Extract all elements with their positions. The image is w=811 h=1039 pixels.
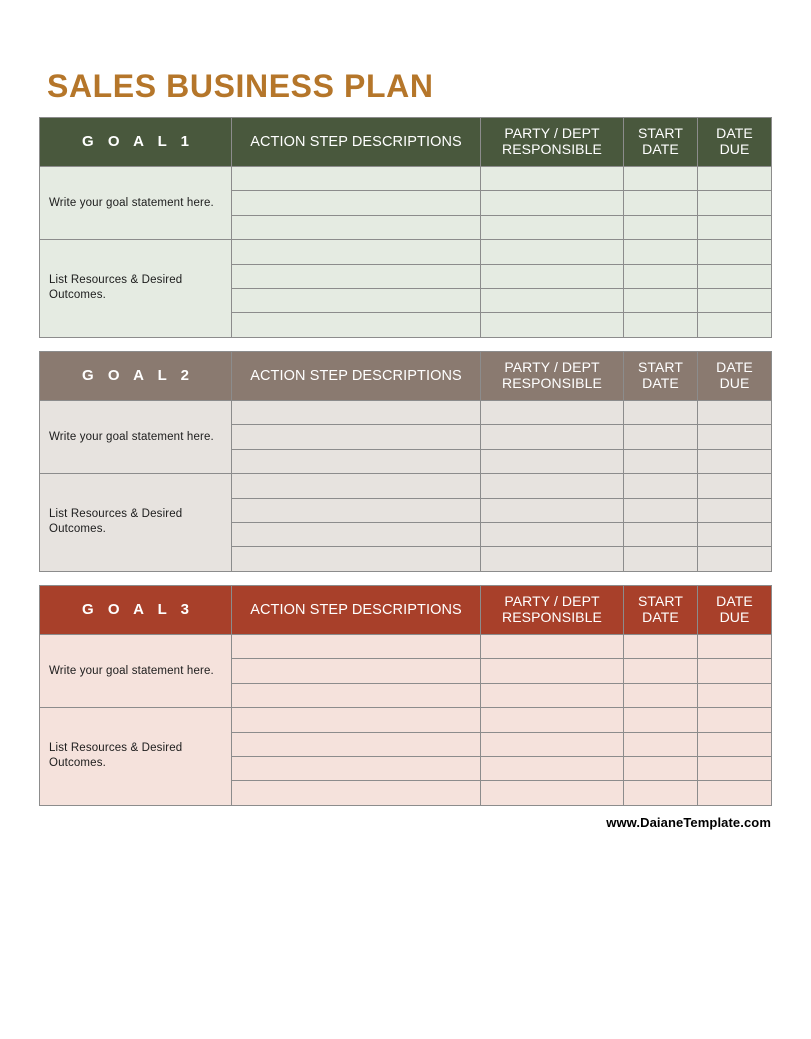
party-responsible-input[interactable] bbox=[481, 449, 624, 473]
start-date-input[interactable] bbox=[624, 215, 698, 239]
column-header-start-line1: START bbox=[637, 593, 684, 610]
start-date-input[interactable] bbox=[624, 781, 698, 805]
start-date-input[interactable] bbox=[624, 401, 698, 425]
start-date-input[interactable] bbox=[624, 240, 698, 264]
start-date-input[interactable] bbox=[624, 191, 698, 215]
party-responsible-input[interactable] bbox=[481, 732, 624, 756]
party-responsible-input[interactable] bbox=[481, 264, 624, 288]
column-header-due-line1: DATE bbox=[716, 359, 753, 376]
goal-1-title: G O A L 1 bbox=[40, 118, 232, 167]
action-step-input[interactable] bbox=[232, 313, 481, 337]
start-date-input[interactable] bbox=[624, 683, 698, 707]
goal-2-title: G O A L 2 bbox=[40, 352, 232, 401]
date-due-input[interactable] bbox=[698, 288, 772, 312]
date-due-input[interactable] bbox=[698, 522, 772, 546]
action-step-input[interactable] bbox=[232, 683, 481, 707]
column-header-date-due bbox=[698, 586, 772, 635]
column-header-party bbox=[481, 586, 624, 635]
party-responsible-input[interactable] bbox=[481, 313, 624, 337]
action-step-input[interactable] bbox=[232, 288, 481, 312]
party-responsible-input[interactable] bbox=[481, 522, 624, 546]
column-header-party-line1: PARTY / DEPT bbox=[504, 125, 600, 142]
goal-statement-label[interactable]: Write your goal statement here. bbox=[40, 635, 232, 708]
date-due-input[interactable] bbox=[698, 474, 772, 498]
party-responsible-input[interactable] bbox=[481, 288, 624, 312]
date-due-input[interactable] bbox=[698, 264, 772, 288]
column-header-start-line2: DATE bbox=[642, 141, 679, 157]
party-responsible-input[interactable] bbox=[481, 474, 624, 498]
start-date-input[interactable] bbox=[624, 659, 698, 683]
goal-statement-label[interactable]: Write your goal statement here. bbox=[40, 167, 232, 240]
party-responsible-input[interactable] bbox=[481, 781, 624, 805]
column-header-due-line2: DUE bbox=[719, 141, 750, 157]
column-header-date-due bbox=[698, 352, 772, 401]
action-step-input[interactable] bbox=[232, 167, 481, 191]
resources-outcomes-label[interactable]: List Resources & Desired Outcomes. bbox=[40, 474, 232, 572]
date-due-input[interactable] bbox=[698, 781, 772, 805]
column-header-party-line1: PARTY / DEPT bbox=[504, 593, 600, 610]
party-responsible-input[interactable] bbox=[481, 498, 624, 522]
goal-1-table bbox=[39, 117, 772, 338]
action-step-input[interactable] bbox=[232, 522, 481, 546]
date-due-input[interactable] bbox=[698, 547, 772, 571]
date-due-input[interactable] bbox=[698, 401, 772, 425]
party-responsible-input[interactable] bbox=[481, 659, 624, 683]
page-title: SALES BUSINESS PLAN bbox=[47, 68, 434, 104]
column-header-action: ACTION STEP DESCRIPTIONS bbox=[232, 118, 481, 167]
start-date-input[interactable] bbox=[624, 756, 698, 780]
column-header-start-line2: DATE bbox=[642, 609, 679, 625]
table-row bbox=[40, 474, 772, 498]
goal-2-header-row bbox=[40, 352, 772, 401]
column-header-start-line1: START bbox=[637, 125, 684, 142]
action-step-input[interactable] bbox=[232, 659, 481, 683]
date-due-input[interactable] bbox=[698, 215, 772, 239]
party-responsible-input[interactable] bbox=[481, 683, 624, 707]
date-due-input[interactable] bbox=[698, 659, 772, 683]
start-date-input[interactable] bbox=[624, 635, 698, 659]
column-header-party-line1: PARTY / DEPT bbox=[504, 359, 600, 376]
start-date-input[interactable] bbox=[624, 167, 698, 191]
start-date-input[interactable] bbox=[624, 449, 698, 473]
start-date-input[interactable] bbox=[624, 288, 698, 312]
date-due-input[interactable] bbox=[698, 683, 772, 707]
party-responsible-input[interactable] bbox=[481, 215, 624, 239]
column-header-due-line2: DUE bbox=[719, 375, 750, 391]
start-date-input[interactable] bbox=[624, 313, 698, 337]
column-header-start-date bbox=[624, 118, 698, 167]
action-step-input[interactable] bbox=[232, 191, 481, 215]
date-due-input[interactable] bbox=[698, 191, 772, 215]
party-responsible-input[interactable] bbox=[481, 635, 624, 659]
start-date-input[interactable] bbox=[624, 264, 698, 288]
action-step-input[interactable] bbox=[232, 474, 481, 498]
column-header-action: ACTION STEP DESCRIPTIONS bbox=[232, 352, 481, 401]
column-header-due-line1: DATE bbox=[716, 593, 753, 610]
goal-3-table bbox=[39, 585, 772, 806]
date-due-input[interactable] bbox=[698, 732, 772, 756]
column-header-party-line2: RESPONSIBLE bbox=[502, 609, 602, 625]
footer-website-url[interactable]: www.DaianeTemplate.com bbox=[606, 815, 771, 830]
column-header-start-date bbox=[624, 352, 698, 401]
column-header-party bbox=[481, 118, 624, 167]
table-row bbox=[40, 401, 772, 425]
party-responsible-input[interactable] bbox=[481, 240, 624, 264]
column-header-date-due bbox=[698, 118, 772, 167]
table-row bbox=[40, 708, 772, 732]
date-due-input[interactable] bbox=[698, 425, 772, 449]
column-header-start-line1: START bbox=[637, 359, 684, 376]
column-header-party-line2: RESPONSIBLE bbox=[502, 141, 602, 157]
resources-outcomes-label[interactable]: List Resources & Desired Outcomes. bbox=[40, 708, 232, 806]
action-step-input[interactable] bbox=[232, 215, 481, 239]
party-responsible-input[interactable] bbox=[481, 708, 624, 732]
table-row bbox=[40, 240, 772, 264]
start-date-input[interactable] bbox=[624, 474, 698, 498]
action-step-input[interactable] bbox=[232, 756, 481, 780]
column-header-start-line2: DATE bbox=[642, 375, 679, 391]
column-header-party bbox=[481, 352, 624, 401]
goal-statement-label[interactable]: Write your goal statement here. bbox=[40, 401, 232, 474]
date-due-input[interactable] bbox=[698, 240, 772, 264]
column-header-due-line2: DUE bbox=[719, 609, 750, 625]
date-due-input[interactable] bbox=[698, 635, 772, 659]
date-due-input[interactable] bbox=[698, 167, 772, 191]
party-responsible-input[interactable] bbox=[481, 425, 624, 449]
start-date-input[interactable] bbox=[624, 708, 698, 732]
goal-3-title: G O A L 3 bbox=[40, 586, 232, 635]
start-date-input[interactable] bbox=[624, 425, 698, 449]
party-responsible-input[interactable] bbox=[481, 167, 624, 191]
table-row bbox=[40, 167, 772, 191]
start-date-input[interactable] bbox=[624, 522, 698, 546]
action-step-input[interactable] bbox=[232, 425, 481, 449]
action-step-input[interactable] bbox=[232, 498, 481, 522]
start-date-input[interactable] bbox=[624, 547, 698, 571]
party-responsible-input[interactable] bbox=[481, 756, 624, 780]
column-header-due-line1: DATE bbox=[716, 125, 753, 142]
action-step-input[interactable] bbox=[232, 449, 481, 473]
start-date-input[interactable] bbox=[624, 498, 698, 522]
column-header-action: ACTION STEP DESCRIPTIONS bbox=[232, 586, 481, 635]
action-step-input[interactable] bbox=[232, 547, 481, 571]
party-responsible-input[interactable] bbox=[481, 547, 624, 571]
date-due-input[interactable] bbox=[698, 498, 772, 522]
date-due-input[interactable] bbox=[698, 313, 772, 337]
action-step-input[interactable] bbox=[232, 240, 481, 264]
date-due-input[interactable] bbox=[698, 708, 772, 732]
party-responsible-input[interactable] bbox=[481, 401, 624, 425]
action-step-input[interactable] bbox=[232, 781, 481, 805]
column-header-start-date bbox=[624, 586, 698, 635]
goal-3-header-row bbox=[40, 586, 772, 635]
action-step-input[interactable] bbox=[232, 635, 481, 659]
column-header-party-line2: RESPONSIBLE bbox=[502, 375, 602, 391]
action-step-input[interactable] bbox=[232, 732, 481, 756]
start-date-input[interactable] bbox=[624, 732, 698, 756]
table-row bbox=[40, 635, 772, 659]
resources-outcomes-label[interactable]: List Resources & Desired Outcomes. bbox=[40, 240, 232, 338]
goal-2-table bbox=[39, 351, 772, 572]
party-responsible-input[interactable] bbox=[481, 191, 624, 215]
action-step-input[interactable] bbox=[232, 401, 481, 425]
date-due-input[interactable] bbox=[698, 756, 772, 780]
action-step-input[interactable] bbox=[232, 708, 481, 732]
action-step-input[interactable] bbox=[232, 264, 481, 288]
date-due-input[interactable] bbox=[698, 449, 772, 473]
goal-1-header-row bbox=[40, 118, 772, 167]
